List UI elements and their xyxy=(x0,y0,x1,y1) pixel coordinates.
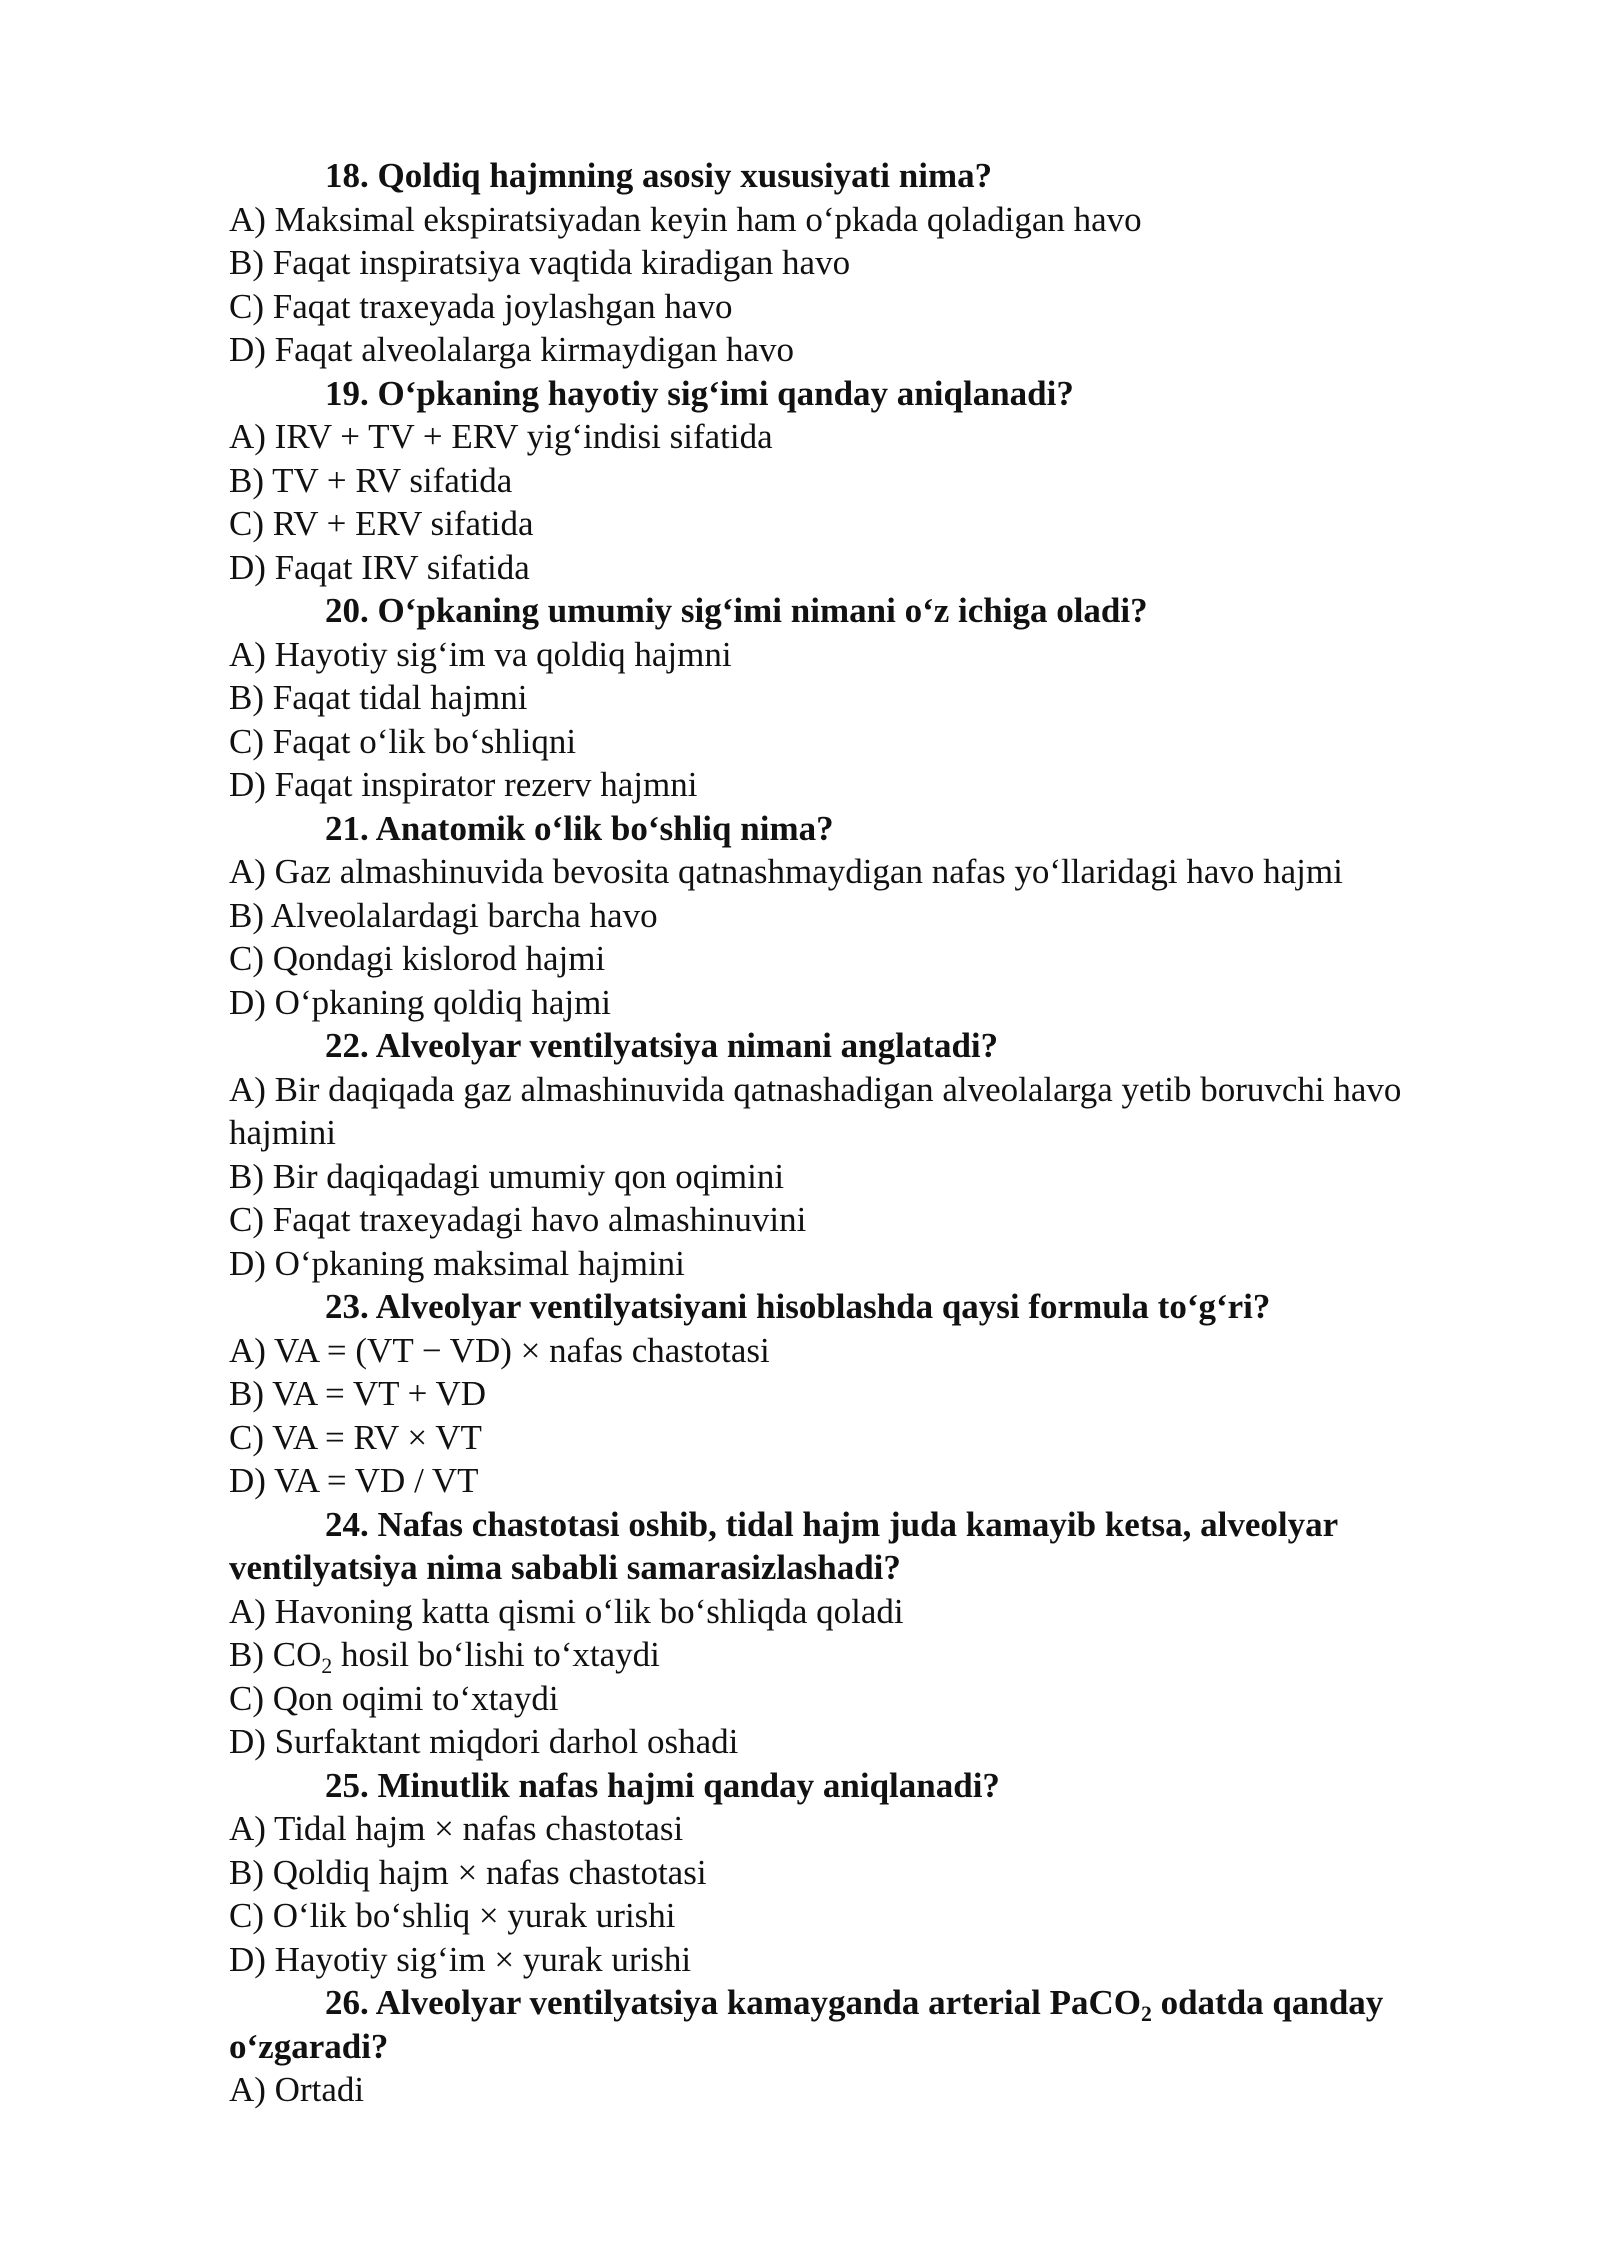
option-18-c: C) Faqat traxeyada joylashgan havo xyxy=(229,286,733,326)
option-18-d: D) Faqat alveolalarga kirmaydigan havo xyxy=(229,330,794,369)
option-18-a: A) Maksimal ekspiratsiyadan keyin ham o‘pkada qoladigan havo xyxy=(229,199,1142,239)
option-22-d: D) O‘pkaning maksimal hajmini xyxy=(229,1243,685,1283)
option-25-c: C) O‘lik bo‘shliq × yurak urishi xyxy=(229,1896,676,1935)
option-21-d: D) O‘pkaning qoldiq hajmi xyxy=(229,982,612,1022)
question-25: 25. Minutlik nafas hajmi qanday aniqlanadi? xyxy=(325,1765,1000,1805)
question-26-post: odatda qanday o‘zgaradi? xyxy=(229,1983,1384,2066)
option-24-b-pre: B) CO xyxy=(229,1635,322,1674)
question-24: 24. Nafas chastotasi oshib, tidal hajm juda kamayib ketsa, alveolyar ventilyatsiya nima sababli samarasizlashadi? xyxy=(229,1504,1338,1587)
option-24-a: A) Havoning katta qismi o‘lik bo‘shliqda qoladi xyxy=(229,1591,904,1631)
question-22: 22. Alveolyar ventilyatsiya nimani anglatadi? xyxy=(325,1026,999,1065)
question-26-sub: 2 xyxy=(1140,2001,1152,2026)
option-19-b: B) TV + RV sifatida xyxy=(229,460,513,500)
option-24-d: D) Surfaktant miqdori darhol oshadi xyxy=(229,1722,739,1761)
option-22-b: B) Bir daqiqadagi umumiy qon oqimini xyxy=(229,1156,785,1196)
question-18: 18. Qoldiq hajmning asosiy xususiyati nima? xyxy=(325,156,993,195)
option-23-d: D) VA = VD / VT xyxy=(229,1461,479,1500)
option-21-a: A) Gaz almashinuvida bevosita qatnashmaydigan nafas yo‘llaridagi havo hajmi xyxy=(229,852,1343,891)
question-23: 23. Alveolyar ventilyatsiyani hisoblashda qaysi formula to‘g‘ri? xyxy=(325,1287,1271,1326)
option-25-b: B) Qoldiq hajm × nafas chastotasi xyxy=(229,1852,707,1892)
option-18-b: B) Faqat inspiratsiya vaqtida kiradigan havo xyxy=(229,243,851,282)
question-19: 19. O‘pkaning hayotiy sig‘imi qanday aniqlanadi? xyxy=(325,373,1074,413)
option-21-b: B) Alveolalardagi barcha havo xyxy=(229,895,658,935)
option-19-c: C) RV + ERV sifatida xyxy=(229,504,534,543)
option-20-c: C) Faqat o‘lik bo‘shliqni xyxy=(229,721,577,761)
option-20-d: D) Faqat inspirator rezerv hajmni xyxy=(229,765,698,804)
option-24-b xyxy=(229,1633,1489,1677)
question-26 xyxy=(229,1981,1489,2068)
test-document xyxy=(229,154,1489,2112)
option-25-d: D) Hayotiy sig‘im × yurak urishi xyxy=(229,1939,692,1979)
option-25-a: A) Tidal hajm × nafas chastotasi xyxy=(229,1809,684,1848)
option-19-a: A) IRV + TV + ERV yig‘indisi sifatida xyxy=(229,417,773,456)
option-26-a: A) Ortadi xyxy=(229,2070,365,2109)
option-24-c: C) Qon oqimi to‘xtaydi xyxy=(229,1678,559,1718)
option-20-a: A) Hayotiy sig‘im va qoldiq hajmni xyxy=(229,634,732,674)
option-24-b-sub: 2 xyxy=(321,1653,333,1678)
option-21-c: C) Qondagi kislorod hajmi xyxy=(229,939,606,978)
question-26-pre: 26. Alveolyar ventilyatsiya kamayganda arterial PaCO xyxy=(325,1983,1141,2022)
option-22-a: A) Bir daqiqada gaz almashinuvida qatnashadigan alveolalarga yetib boruvchi havo hajmini xyxy=(229,1069,1402,1152)
question-21: 21. Anatomik o‘lik bo‘shliq nima? xyxy=(325,808,834,848)
option-22-c: C) Faqat traxeyadagi havo almashinuvini xyxy=(229,1200,807,1239)
option-19-d: D) Faqat IRV sifatida xyxy=(229,547,530,587)
option-23-a: A) VA = (VT − VD) × nafas chastotasi xyxy=(229,1330,770,1370)
option-24-b-post: hosil bo‘lishi to‘xtaydi xyxy=(332,1635,660,1674)
question-20: 20. O‘pkaning umumiy sig‘imi nimani o‘z ichiga oladi? xyxy=(325,591,1148,630)
option-20-b: B) Faqat tidal hajmni xyxy=(229,678,528,717)
option-23-c: C) VA = RV × VT xyxy=(229,1417,482,1457)
option-23-b: B) VA = VT + VD xyxy=(229,1374,487,1413)
